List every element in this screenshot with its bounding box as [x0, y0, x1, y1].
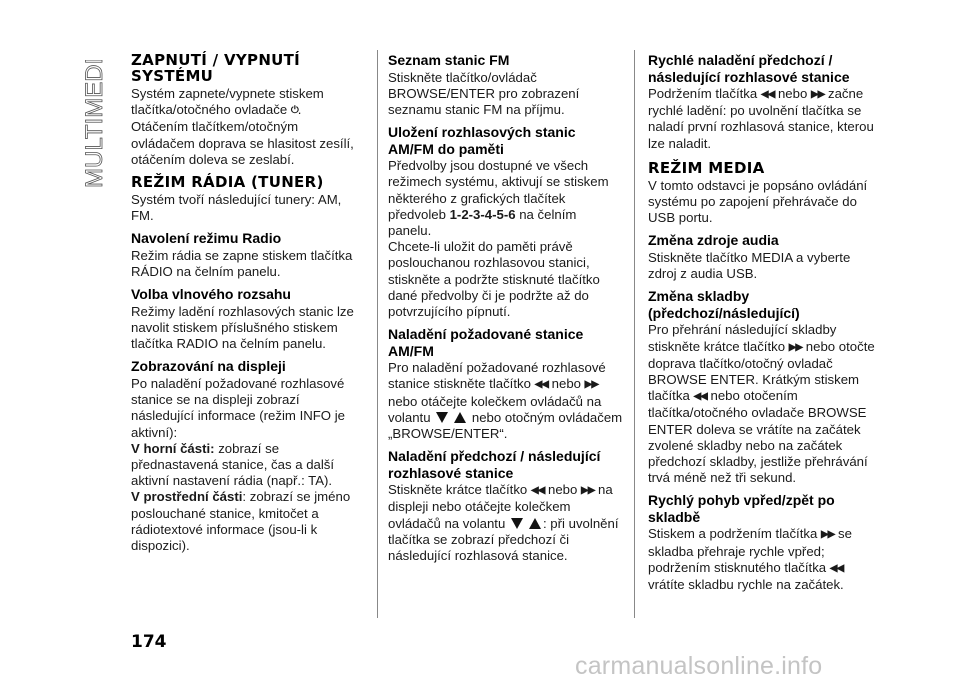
next-icon: ▶▶ — [584, 379, 599, 391]
prev-icon: ◀◀ — [829, 562, 844, 574]
para-store: Předvolby jsou dostupné ve všech režimech systému, aktivují se stiskem některého z grafických tlačítek předvoleb 1-2-3-4-5-6 na čelním panelu. — [388, 158, 609, 238]
prev-icon: ◀◀ — [530, 485, 545, 497]
column-2 — [388, 50, 623, 564]
para-display: Po naladění požadované rozhlasové stanice se na displeji zobrazí následující informace (režim INFO je aktivní): — [131, 375, 345, 440]
heading-store: Uložení rozhlasových stanic AM/FM do paměti — [388, 124, 576, 157]
watermark-text: carmanualsonline.info — [575, 652, 823, 680]
para-store-2: Chcete-li uložit do paměti právě poslouchanou rozhlasovou stanici, stiskněte a podržte stisknuté tlačítko dané předvolby či je podržte až do potvrzujícího pípnutí. — [388, 239, 600, 319]
para-fm-list: Stiskněte tlačítko/ovládač BROWSE/ENTER pro zobrazení seznamu stanic FM na příjmu. — [388, 69, 580, 117]
heading-display: Zobrazování na displeji — [131, 358, 286, 375]
para-radio-activate: Režim rádia se zapne stiskem tlačítka RÁDIO na čelním panelu. — [131, 247, 353, 280]
heading-prevnext: Naladění předchozí / následující rozhlasové stanice — [388, 448, 601, 481]
para-middle-part: V prostřední části: zobrazí se jméno poslouchané stanice, kmitočet a rádiotextové informace (jsou-li k dispozici). — [131, 489, 351, 553]
heading-tune: Naladění požadované stanice AM/FM — [388, 326, 584, 359]
next-icon: ▶▶ — [810, 89, 825, 100]
next-icon: ▶▶ — [788, 341, 803, 353]
column-divider — [377, 50, 378, 618]
para-power: Systém zapnete/vypnete stiskem tlačítka/otočného ovladače ⏻. — [131, 86, 324, 118]
heading-band: Volba vlnového rozsahu — [131, 286, 291, 303]
para-source: Stiskněte tlačítko MEDIA a vyberte zdroj z audia USB. — [648, 249, 851, 282]
para-prevnext: Stiskněte krátce tlačítko ◀◀ nebo ▶▶ na displeji nebo otáčejte kolečkem ovládačů na volantu : při uvolnění tlačítka se zobrazí předchozí či následující rozhlasová stanice. — [388, 482, 619, 563]
heading-radio-activate: Navolení režimu Radio — [131, 230, 282, 247]
steering-wheel-knob-icon — [509, 516, 543, 531]
heading-track: Změna skladby (předchozí/následující) — [648, 288, 800, 321]
page-number: 174 — [131, 632, 167, 652]
prev-icon: ◀◀ — [760, 89, 775, 100]
next-icon: ▶▶ — [820, 529, 835, 541]
heading-fm-list: Seznam stanic FM — [388, 52, 510, 68]
column-3 — [648, 50, 878, 593]
heading-fast-forward: Rychlý pohyb vpřed/zpět po skladbě — [648, 492, 835, 525]
para-band: Režimy ladění rozhlasových stanic lze navolit stiskem příslušného stiskem tlačítka RADIO na čelním panelu. — [131, 303, 354, 352]
para-media-mode: V tomto odstavci je popsáno ovládání systému po zapojení přehrávače do USB portu. — [648, 177, 868, 226]
column-divider — [634, 50, 635, 618]
heading-media-mode: REŽIM MEDIA — [648, 158, 765, 177]
heading-power: ZAPNUTÍ / VYPNUTÍ SYSTÉMU — [131, 51, 301, 85]
para-tune: Pro naladění požadované rozhlasové stanice stiskněte tlačítko ◀◀ nebo ▶▶ nebo otáčejte kolečkem ovládačů na volantu nebo otočným ovládačem „BROWSE/ENTER“. — [388, 360, 623, 441]
side-label-text: MULTIMEDIA — [81, 60, 108, 188]
heading-radio-mode: REŽIM RÁDIA (TUNER) — [131, 173, 324, 192]
para-track: Pro přehrání následující skladby stiskněte krátce tlačítko ▶▶ nebo otočte doprava tlačítko/otočný ovladač BROWSE ENTER. Krátkým stiskem tlačítka ◀◀ nebo otočením tlačítka/otočného ovladače BROWSE ENTER doleva se vrátíte na začátek zvolené skladby nebo na začátek předchozí skladby, jestliže přehrávání trvá méně než tři sekund. — [648, 322, 875, 486]
prev-icon: ◀◀ — [534, 379, 548, 391]
para-radio-mode: Systém tvoří následující tunery: AM, FM. — [131, 192, 342, 224]
column-1 — [131, 50, 363, 554]
prev-icon: ◀◀ — [693, 391, 707, 403]
power-icon: ⏻ — [290, 105, 298, 117]
next-icon: ▶▶ — [581, 485, 595, 497]
heading-source: Změna zdroje audia — [648, 232, 779, 249]
para-fast-tune: Podržením tlačítka ◀◀ nebo ▶▶ začne rychlé ladění: po uvolnění tlačítka se naladí první rozhlasová stanice, kterou lze naladit. — [648, 86, 874, 151]
heading-fast-tune: Rychlé naladění předchozí / následující rozhlasové stanice — [648, 52, 850, 85]
para-upper-part: V horní části: zobrazí se přednastavená stanice, čas a další aktivní nastavení rádia (např.: TA). — [131, 440, 335, 489]
para-volume: Otáčením tlačítkem/otočným ovládačem doprava se hlasitost zesílí, otáčením doleva se zeslabí. — [131, 119, 354, 167]
para-fast-forward: Stiskem a podržením tlačítka ▶▶ se skladba přehraje rychle vpřed; podržením stisknutého tlačítka ◀◀ vrátíte skladbu rychle na začátek. — [648, 526, 852, 592]
steering-wheel-knob-icon — [434, 410, 468, 425]
section-side-label — [70, 60, 110, 190]
